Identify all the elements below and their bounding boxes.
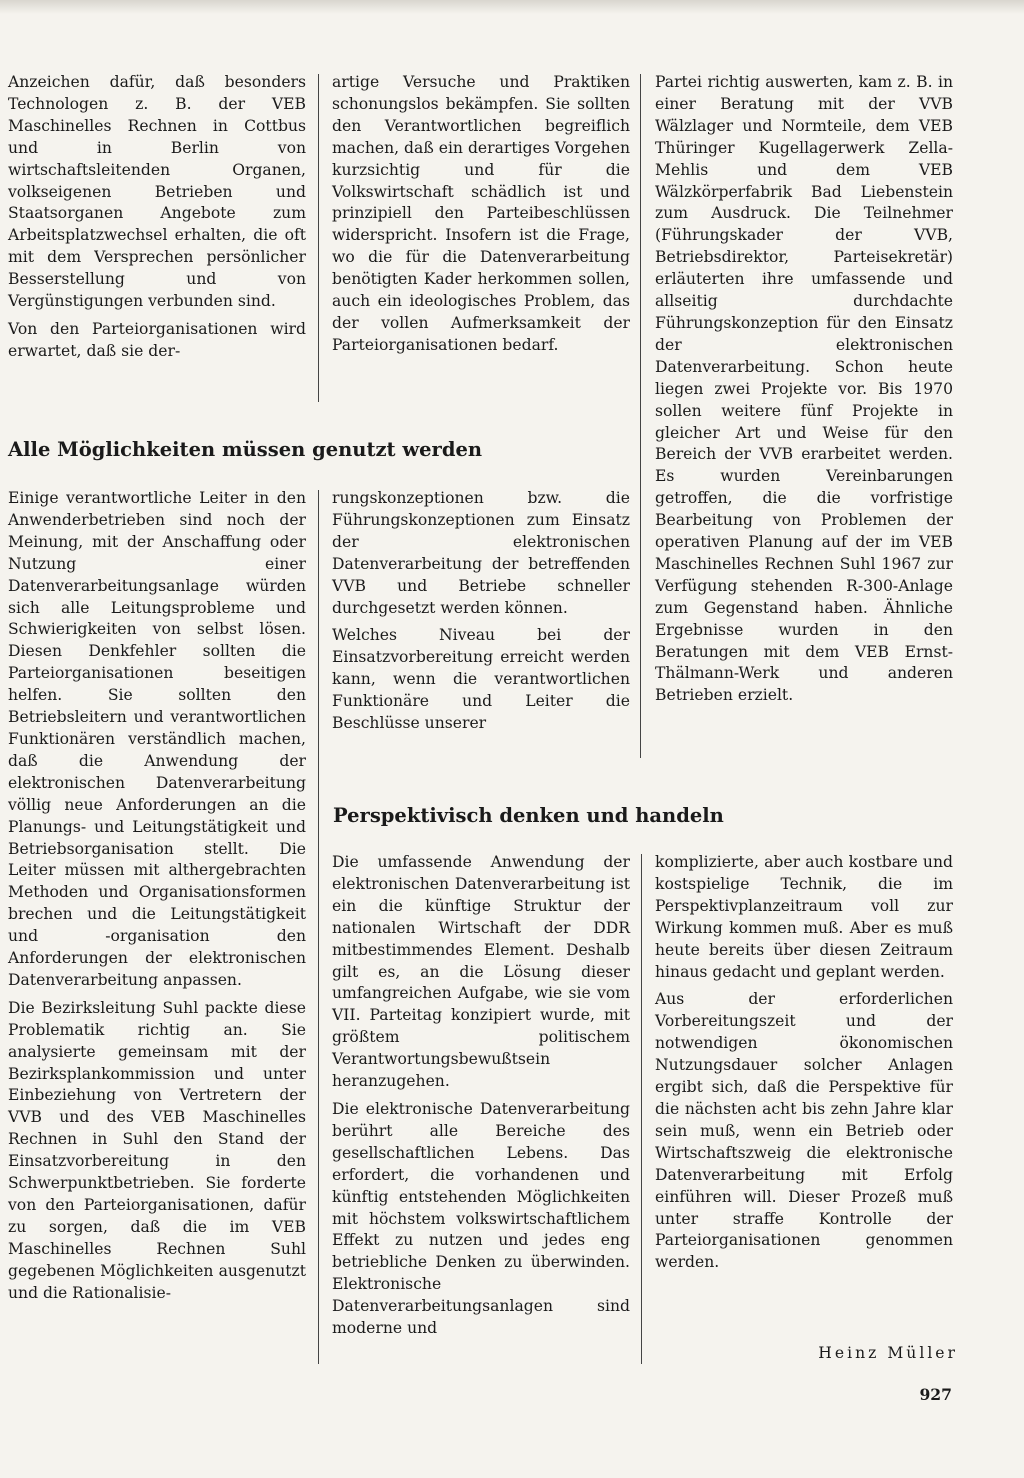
column-rule: [641, 854, 642, 1364]
top-col-1: [8, 72, 306, 363]
paragraph: Anzeichen dafür, daß besonders Technologen z. B. der VEB Maschinelles Rechnen in Cottbus und in Berlin von wirtschaftsleitenden Organen, volkseigenen Betrieben und Staatsorganen Angebote zum Arbeitsplatzwechsel erhalten, die oft mit dem Versprechen persönlicher Besserstellung und von Vergünstigungen verbunden sind.: [8, 73, 306, 311]
paragraph: Einige verantwortliche Leiter in den Anwenderbetrieben sind noch der Meinung, mit der Anschaffung oder Nutzung einer Datenverarbeitungsanlage würden sich alle Leitungsprobleme und Schwierigkeiten von selbst lösen. Diesen Denkfehler sollten die Parteiorganisationen beseitigen helfen. Sie sollten den Betriebsleitern und verantwortlichen Funktionären verständlich machen, daß die Anwendung der elektronischen Datenverarbeitung völlig neue Anforderungen an die Planungs- und Leitungstätigkeit und Betriebsorganisation stellt. Die Leiter müssen mit althergebrachten Methoden und Organisationsformen brechen und die Leitungstätigkeit und -organisation den Anforderungen der elektronischen Datenverarbeitung anpassen.: [8, 489, 306, 989]
right-col: [655, 72, 953, 707]
column-rule: [318, 490, 319, 1364]
paragraph: artige Versuche und Praktiken schonungslos bekämpfen. Sie sollten den Verantwortlichen begreiflich machen, daß ein derartiges Vorgehen kurzsichtig und für die Volkswirtschaft schädlich ist und prinzipiell den Parteibeschlüssen widerspricht. Insofern ist die Frage, wo die für die Datenverarbeitung benötigten Kader herkommen sollen, auch ein ideologisches Problem, das der vollen Aufmerksamkeit der Parteiorganisationen bedarf.: [332, 73, 630, 354]
paragraph: Aus der erforderlichen Vorbereitungszeit und der notwendigen ökonomischen Nutzungsdauer solcher Anlagen ergibt sich, daß die Perspektive für die nächsten acht bis zehn Jahre klar sein muß, wenn ein Betrieb oder Wirtschaftszweig die elektronische Datenverarbeitung mit Erfolg einführen will. Dieser Prozeß muß unter straffe Kontrolle der Parteiorganisationen genommen werden.: [655, 990, 953, 1272]
page-top-edge: [0, 0, 1024, 14]
column-rule: [318, 74, 319, 402]
section1-col-1: [8, 488, 306, 1305]
paragraph: komplizierte, aber auch kostbare und kostspielige Technik, die im Perspektivplanzeitraum voll zur Wirkung kommen muß. Aber es muß heute bereits über diesen Zeitraum hinaus gedacht und geplant werden.: [655, 853, 953, 981]
paragraph: rungskonzeptionen bzw. die Führungskonzeptionen zum Einsatz der elektronischen Datenverarbeitung der betreffenden VVB und Betriebe schneller durchgesetzt werden können.: [332, 489, 630, 617]
paragraph: Die umfassende Anwendung der elektronischen Datenverarbeitung ist ein die künftige Struktur der nationalen Wirtschaft der DDR mitbestimmendes Element. Deshalb gilt es, an die Lösung dieser umfangreichen Aufgabe, wie sie vom VII. Parteitag konzipiert wurde, mit größtem politischem Verantwortungsbewußtsein heranzugehen.: [332, 853, 630, 1091]
page-number: 927: [919, 1385, 952, 1404]
section1-col-2: [332, 488, 630, 735]
paragraph: Die Bezirksleitung Suhl packte diese Problematik richtig an. Sie analysierte gemeinsam mit der Bezirksplankommission und unter Einbeziehung von Vertretern der VVB und des VEB Maschinelles Rechnen in Suhl den Stand der Einsatzvorbereitung in den Schwerpunktbetrieben. Sie forderte von den Parteiorganisationen, dafür zu sorgen, daß die im VEB Maschinelles Rechnen Suhl gegebenen Möglichkeiten ausgenutzt und die Rationalisie-: [8, 998, 306, 1302]
section2-col-2: [332, 852, 630, 1340]
section2-col-3: [655, 852, 953, 1274]
paragraph: Partei richtig auswerten, kam z. B. in einer Beratung mit der VVB Wälzlager und Normteile, dem VEB Thüringer Kugellagerwerk Zella-Mehlis und dem VEB Wälzkörperfabrik Bad Liebenstein zum Ausdruck. Die Teilnehmer (Führungskader der VVB, Betriebsdirektor, Parteisekretär) erläuterten ihre umfassende und allseitig durchdachte Führungskonzeption für den Einsatz der elektronischen Datenverarbeitung. Schon heute liegen zwei Projekte vor. Bis 1970 sollen weitere fünf Projekte in gleicher Art und Weise für den Bereich der VVB erarbeitet werden. Es wurden Vereinbarungen getroffen, die die vorfristige Bearbeitung von Problemen der operativen Planung auf der im VEB Maschinelles Rechnen Suhl 1967 zur Verfügung stehenden R-300-Anlage zum Gegenstand haben. Ähnliche Ergebnisse wurden in den Beratungen mit dem VEB Ernst-Thälmann-Werk und anderen Betrieben erzielt.: [655, 73, 953, 705]
paragraph: Welches Niveau bei der Einsatzvorbereitung erreicht werden kann, wenn die verantwortlichen Funktionäre und Leiter die Beschlüsse unserer: [332, 626, 630, 733]
paragraph: Von den Parteiorganisationen wird erwartet, daß sie der-: [8, 319, 306, 360]
paragraph: Die elektronische Datenverarbeitung berührt alle Bereiche des gesellschaftlichen Lebens. Das erfordert, die vorhandenen und künftig entstehenden Möglichkeiten mit höchstem volkswirtschaftlichem Effekt zu nutzen und jedes eng betriebliche Denken zu überwinden. Elektronische Datenverarbeitungsanlagen sind moderne und: [332, 1099, 630, 1338]
top-col-2: [332, 72, 630, 357]
author-signature: Heinz Müller: [818, 1344, 958, 1362]
section-heading: Perspektivisch denken und handeln: [333, 804, 724, 827]
section-heading: Alle Möglichkeiten müssen genutzt werden: [8, 438, 483, 461]
column-rule: [640, 74, 641, 758]
